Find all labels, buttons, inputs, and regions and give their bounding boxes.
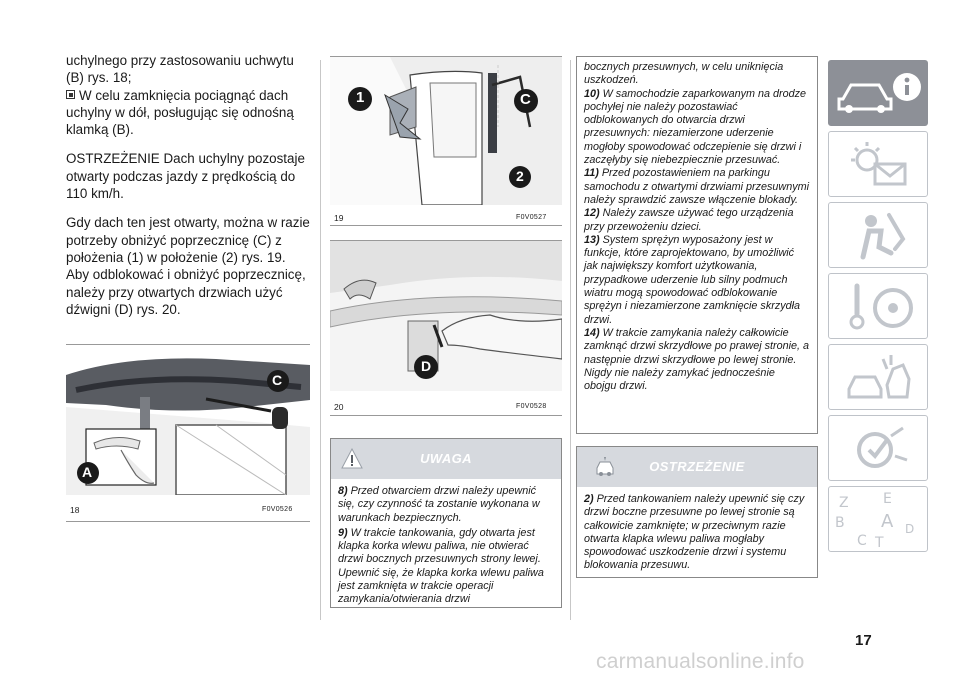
ostrzezenie-header	[577, 447, 817, 487]
col3-item-number: 10)	[584, 87, 600, 100]
ostrzezenie-item-text: Przed tankowaniem należy upewnić się czy drzwi boczne przesuwne po lewej stronie są całkowicie zamknięte; w przeciwnym razie otwarta klapka wlewu paliwa mogłaby spowodować uszkodzenie drzwi i systemu blokowania przesuwu.	[584, 493, 805, 572]
col3-item-text: Należy zawsze używać tego urządzenia przy przewożeniu dzieci.	[584, 207, 794, 233]
ostrzezenie-item	[584, 493, 809, 573]
paragraph-1: uchylnego przy zastosowaniu uchwytu (B) rys. 18;	[66, 53, 294, 86]
col3-item-text: W samochodzie zaparkowanym na drodze pochyłej nie należy pozostawiać odblokowanych do otwarcia drzwi przesuwnych: niezamierzone uderzenie mogłoby spowodować odczepienie się drzwi i zaczęłyby się niebezpiecznie przesuwać.	[584, 87, 807, 167]
callout-2-label: 2	[516, 168, 524, 184]
uwaga-item	[338, 527, 553, 607]
svg-text:T: T	[875, 535, 884, 551]
paragraph-2-text: W celu zamknięcia pociągnąć dach uchylny w dół, posługując się odnośną klamką (B).	[66, 87, 294, 138]
tab-emergency[interactable]	[828, 344, 928, 410]
lights-mail-icon	[829, 132, 929, 198]
svg-text:E: E	[883, 491, 892, 507]
ostrzezenie-body	[577, 487, 817, 581]
figure-19-number: 19	[334, 213, 344, 223]
tab-safety[interactable]	[828, 202, 928, 268]
callout-c-label: C	[520, 91, 531, 108]
page-number: 17	[855, 632, 872, 649]
tab-lights[interactable]	[828, 131, 928, 197]
uwaga-box	[330, 438, 562, 608]
figure-18-illustration	[66, 345, 310, 495]
col3-item-text: Przed pozostawieniem na parkingu samochodu z otwartymi drzwiami przesuwnymi należy sprawdzić zawsze włączenie blokady.	[584, 167, 810, 206]
tab-start[interactable]	[828, 273, 928, 339]
chapter-sidebar	[828, 60, 928, 557]
ostrzezenie-title: OSTRZEŻENIE	[649, 459, 745, 474]
svg-text:A: A	[881, 511, 894, 532]
watermark: carmanualsonline.info	[596, 650, 805, 673]
figure-18	[66, 344, 310, 522]
uwaga-item-text: Przed otwarciem drzwi należy upewnić się, czy czynność ta zostanie wykonana w warunkach bezpiecznych.	[338, 485, 540, 524]
col3-item-text: W trakcie zamykania należy całkowicie zamknąć drzwi skrzydłowe po prawej stronie, a następnie drzwi skrzydłowe po lewej stronie. Nigdy nie należy zamykać jednocześnie obojgu drzwi.	[584, 326, 810, 393]
figure-20-code: F0V0528	[516, 403, 547, 410]
col3-item-number: 13)	[584, 233, 600, 246]
column-divider-2	[570, 60, 571, 620]
uwaga-item	[338, 485, 553, 525]
col3-item-number: 12)	[584, 207, 600, 220]
figure-18-code: F0V0526	[262, 506, 293, 513]
figure-19	[330, 56, 562, 226]
ostrzezenie-item-number: 2)	[584, 493, 594, 505]
col3-item-number: 11)	[584, 167, 599, 180]
svg-text:B: B	[835, 515, 845, 531]
callout-a-label: A	[82, 464, 93, 480]
callout-1-label: 1	[356, 89, 365, 106]
ostrzezenie-box	[576, 446, 818, 578]
figure-20-number: 20	[334, 402, 344, 412]
figure-18-number: 18	[70, 505, 80, 515]
col3-item	[584, 207, 810, 234]
uwaga-item-number: 8)	[338, 485, 348, 497]
col3-item-text: System sprężyn wyposażony jest w funkcje, które zaprojektowano, by umożliwić jak największy komfort użytkowania, przypadkowe uderzenie lub silny podmuch wiatru mogą spowodować odblokowanie sprężyn i niezamierzone zamknięcie skrzydła drzwi.	[584, 233, 801, 326]
paragraph-4: Gdy dach ten jest otwarty, można w razie potrzeby obniżyć poprzecznicę (C) z położenia (1) w położenie (2) rys. 19.	[66, 215, 310, 265]
svg-text:C: C	[857, 533, 867, 549]
index-icon	[829, 487, 929, 553]
tab-service[interactable]	[828, 415, 928, 481]
uwaga-item-text: W trakcie tankowania, gdy otwarta jest klapka korka wlewu paliwa, nie otwierać drzwi bocznych przesuwnych strony lewej. Upewnić się, że klapka korka wlewu paliwa jest zamknięta w trakcie operacji zamykania/otwierania drzwi	[338, 526, 544, 606]
column-divider-1	[320, 60, 321, 620]
uwaga-body	[331, 479, 561, 615]
tab-car-info[interactable]	[828, 60, 928, 126]
uwaga-title: UWAGA	[420, 451, 472, 466]
continuation-text: bocznych przesuwnych, w celu uniknięcia uszkodzeń.	[584, 61, 784, 87]
tab-index[interactable]	[828, 486, 928, 552]
figure-20-illustration	[330, 241, 562, 391]
col3-item	[584, 234, 810, 327]
figure-20	[330, 240, 562, 416]
figure-19-code: F0V0527	[516, 214, 547, 221]
callout-d-label: D	[421, 358, 432, 374]
service-icon	[829, 416, 929, 482]
col3-item	[584, 88, 810, 168]
uwaga-item-number: 9)	[338, 526, 348, 539]
svg-text:Z: Z	[839, 495, 849, 511]
warning-continuation-box	[576, 56, 818, 434]
paragraph-2	[66, 87, 310, 139]
crash-icon	[829, 345, 929, 411]
svg-text:D: D	[905, 522, 915, 536]
callout-b-label: C	[272, 372, 283, 388]
paragraph-warning: OSTRZEŻENIE Dach uchylny pozostaje otwarty podczas jazdy z prędkością do 110 km/h.	[66, 151, 305, 202]
figure-19-illustration	[330, 57, 562, 205]
paragraph-5: Aby odblokować i obniżyć poprzecznicę, należy przy otwartych drzwiach użyć dźwigni (D) rys. 20.	[66, 267, 306, 317]
key-steering-icon	[829, 274, 929, 340]
note-square-icon	[66, 90, 75, 99]
uwaga-header	[331, 439, 561, 479]
car-info-icon	[829, 61, 929, 127]
col3-item-number: 14)	[584, 326, 600, 339]
col3-item	[584, 167, 810, 207]
column-1	[66, 52, 310, 318]
airbag-icon	[829, 203, 929, 269]
col3-item	[584, 327, 810, 393]
